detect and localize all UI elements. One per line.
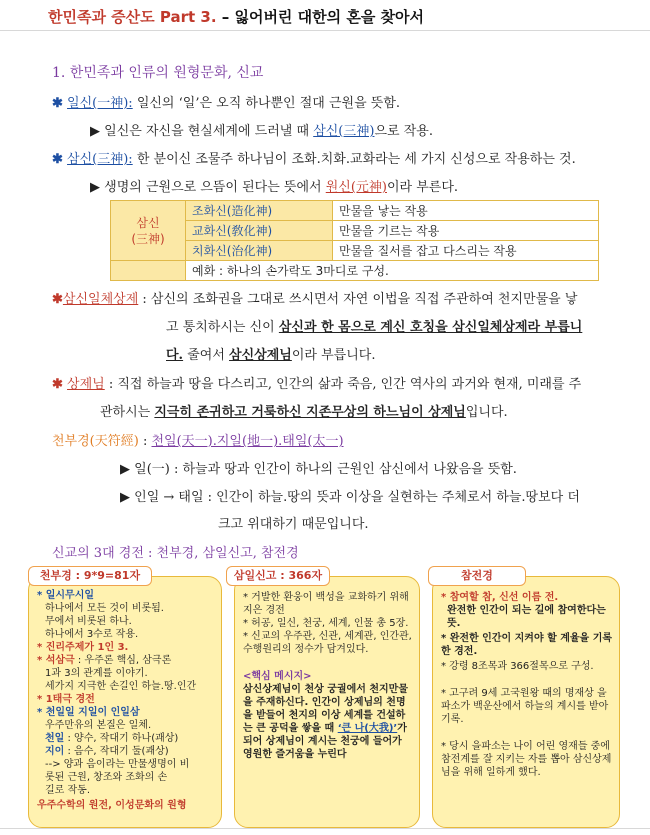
inil-line2: 크고 위대하기 때문입니다. bbox=[218, 517, 369, 532]
ilche-line1-text: : 삼신의 조화권을 그대로 쓰시면서 자연 이법을 직접 주관하여 천지만물을 낳 bbox=[138, 292, 578, 307]
cheonbugyeong-term: 천부경(天符經) bbox=[52, 434, 139, 449]
list-item: * 천일일 지일이 인일삼 bbox=[37, 707, 140, 718]
core-message-pre: 삼신상제님이 천상 궁궐에서 천지만물을 주재하신다. 인간이 상제님의 천명을 받들어 천지의 이상 세계를 건설하는 큰 공덕을 쌓을 때 bbox=[243, 684, 409, 734]
core-message-heading: <핵심 메시지> bbox=[243, 671, 312, 682]
list-item-text: : 양수, 작대기 하나(괘상) bbox=[64, 733, 179, 744]
samsin-label-line2: (三神) bbox=[131, 231, 165, 246]
scriptures-heading: 신교의 3대 경전 : 천부경, 삼일신고, 참전경 bbox=[52, 546, 299, 561]
list-item: * 고구려 9세 고국원왕 때의 명재상 을파소가 백운산에서 하늘의 계시를 받아 기록. bbox=[441, 688, 609, 725]
il-text: 일(一) : 하늘과 땅과 인간이 하나의 근원인 삼신에서 나왔음을 뜻함. bbox=[134, 462, 517, 477]
list-item: * 허공, 일신, 천궁, 세계, 인물 총 5장. bbox=[243, 618, 409, 629]
table-note: 예화 : 하나의 손가락도 3마디로 구성. bbox=[186, 261, 599, 281]
ilsin-sub-pre: 일신은 자신을 현실세계에 드러낼 때 bbox=[104, 124, 314, 139]
list-item: * 1태극 경전 bbox=[37, 694, 95, 705]
sangjenim-line2-pre: 관하시는 bbox=[100, 405, 155, 420]
ilche-line3-bold: 다. bbox=[166, 348, 184, 363]
samsin-link[interactable]: 삼신(三神) bbox=[313, 124, 375, 139]
list-item: 하나에서 모든 것이 비롯됨. bbox=[45, 603, 164, 614]
sangjenim-term-link[interactable]: 상제님 bbox=[67, 377, 105, 392]
title-part: 한민족과 증산도 Part 3. bbox=[48, 8, 217, 26]
il-line bbox=[120, 458, 517, 477]
samsin-sub-pre: 생명의 근원으로 으뜸이 된다는 뜻에서 bbox=[104, 180, 326, 195]
keun-na-link[interactable]: ‘큰 나(大我)’ bbox=[337, 723, 398, 734]
table-cell-desc: 만물을 낳는 작용 bbox=[333, 201, 599, 221]
ilche-line2 bbox=[166, 316, 582, 335]
list-item bbox=[37, 745, 217, 758]
list-item: 완전한 인간이 되는 길에 참여한다는 뜻. bbox=[447, 605, 606, 629]
table-cell-desc: 만물을 기르는 작용 bbox=[333, 221, 599, 241]
footer-divider bbox=[0, 828, 650, 829]
samsin-desc: 한 분이신 조물주 하나님이 조화.치화.교화라는 세 가지 신성으로 작용하는 것. bbox=[132, 152, 576, 167]
samsin-table bbox=[110, 200, 599, 281]
samsin-term-link[interactable]: 삼신(三神): bbox=[67, 152, 133, 167]
list-item: * 거발한 환웅이 백성을 교화하기 위해 지은 경전 bbox=[243, 592, 409, 616]
ilche-line1 bbox=[52, 288, 577, 307]
list-item: 길로 작동. bbox=[45, 785, 90, 796]
ilsin-desc: 일신의 ‘일’은 오직 하나뿐인 절대 근원을 뜻함. bbox=[132, 96, 401, 111]
table-cell-empty bbox=[111, 261, 186, 281]
samilsingo-content bbox=[243, 591, 413, 761]
sangjenim-line2-post: 입니다. bbox=[465, 405, 508, 420]
sangjenim-line2-bold: 지극히 존귀하고 거룩하신 지존무상의 하느님이 상제님 bbox=[154, 405, 466, 420]
arrow-icon: ▶ bbox=[90, 180, 100, 195]
list-item: * 진리주제가 1인 3. bbox=[37, 642, 129, 653]
cheonbugyeong-list bbox=[37, 589, 217, 812]
list-item-label: 천일 bbox=[45, 733, 65, 744]
core-message-post: 가 되어 상제님이 계시는 천궁에 들어가 영원한 즐거움을 누린다 bbox=[243, 723, 407, 760]
ilsin-line bbox=[52, 92, 400, 111]
chamjeongyeong-content bbox=[441, 591, 613, 779]
table-cell-name: 치화신(治化神) bbox=[186, 241, 333, 261]
list-item: * 당시 을파소는 나이 어린 영재들 중에 참전계를 잘 지키는 자를 뽑아 삼신상제님을 위해 일하게 했다. bbox=[441, 741, 612, 778]
list-item: 1과 3의 관계를 이야기. bbox=[45, 668, 148, 679]
section-heading: 1. 한민족과 인류의 원형문화, 신교 bbox=[52, 65, 264, 81]
samsin-sub-post: 이라 부른다. bbox=[387, 180, 459, 195]
list-item: 무에서 비롯된 하나. bbox=[45, 616, 132, 627]
list-item bbox=[37, 732, 217, 745]
ilche-term-link[interactable]: 삼신일체상제 bbox=[62, 292, 139, 307]
list-item-text: : 우주론 핵심, 삼극론 bbox=[74, 655, 172, 666]
ilche-line3-mid: 줄여서 bbox=[183, 348, 230, 363]
samsin-label-cell bbox=[111, 201, 186, 261]
arrow-icon: ▶ bbox=[120, 490, 130, 505]
samsin-sub-line bbox=[90, 176, 458, 195]
samsin-label-line1: 삼신 bbox=[136, 215, 160, 230]
list-item-label: 지이 bbox=[45, 746, 65, 757]
wonsin-link[interactable]: 원신(元神) bbox=[325, 180, 387, 195]
sangjenim-line1-text: : 직접 하늘과 땅을 다스리고, 인간의 삶과 죽음, 인간 역사의 과거와 현재, 미래를 주 bbox=[104, 377, 582, 392]
list-item-text: : 음수, 작대기 둘(괘상) bbox=[64, 746, 169, 757]
star-icon: ✱ bbox=[52, 377, 63, 392]
ilche-line3 bbox=[166, 344, 375, 363]
list-item-head: * 석삼극 bbox=[37, 655, 75, 666]
cheonbugyeong-tab[interactable]: 천부경 : 9*9=81자 bbox=[28, 566, 152, 586]
list-item: 세가지 지극한 손길인 하늘.땅.인간 bbox=[45, 681, 197, 692]
samsin-line bbox=[52, 148, 576, 167]
list-item: 롯된 근원, 창조와 조화의 손 bbox=[45, 772, 168, 783]
table-cell-desc: 만물을 질서를 잡고 다스리는 작용 bbox=[333, 241, 599, 261]
arrow-icon: ▶ bbox=[120, 462, 130, 477]
ilsin-sub-post: 으로 작용. bbox=[374, 124, 433, 139]
samilsingo-box bbox=[234, 576, 420, 828]
sangjenim-line2 bbox=[100, 401, 508, 420]
table-row bbox=[111, 201, 599, 221]
ilche-line3-bold2: 삼신상제님 bbox=[229, 348, 292, 363]
table-row bbox=[111, 261, 599, 281]
ilche-line3-post: 이라 부릅니다. bbox=[291, 348, 376, 363]
chamjeongyeong-box bbox=[432, 576, 620, 828]
list-item bbox=[37, 654, 217, 667]
core-message-text bbox=[243, 683, 413, 761]
cheonbugyeong-box bbox=[28, 576, 222, 828]
cheonil-link[interactable]: 천일(天一).지일(地一).태일(太一) bbox=[151, 434, 344, 449]
ilsin-sub-line bbox=[90, 120, 433, 139]
inil-line1 bbox=[120, 486, 580, 505]
list-item: 우주수학의 원전, 이성문화의 원형 bbox=[37, 800, 187, 811]
ilche-line2-bold: 삼신과 한 몸으로 계신 호칭을 삼신일체상제라 부릅니 bbox=[278, 320, 583, 335]
title-subtitle: – 잃어버린 대한의 혼을 찾아서 bbox=[216, 8, 425, 26]
cheonbugyeong-colon: : bbox=[138, 434, 152, 449]
star-icon: ✱ bbox=[52, 96, 63, 111]
list-item: --> 양과 음이라는 만물생명이 비 bbox=[45, 759, 190, 770]
list-item: * 참여할 참, 신선 이름 전. bbox=[441, 592, 559, 603]
table-cell-name: 교화신(敎化神) bbox=[186, 221, 333, 241]
samilsingo-tab[interactable]: 삼일신고 : 366자 bbox=[226, 566, 330, 586]
inil-text1: 인일 → 태일 : 인간이 하늘.땅의 뜻과 이상을 실현하는 주체로서 하늘.땅보다 더 bbox=[134, 490, 580, 505]
star-icon: ✱ bbox=[52, 292, 63, 307]
table-cell-name: 조화신(造化神) bbox=[186, 201, 333, 221]
list-item: 우주만유의 본질은 일체. bbox=[45, 720, 152, 731]
ilsin-term-link[interactable]: 일신(一神): bbox=[67, 96, 133, 111]
sangjenim-line1 bbox=[52, 373, 581, 392]
ilche-line2-pre: 고 통치하시는 신이 bbox=[166, 320, 279, 335]
header-divider bbox=[0, 30, 650, 31]
page-title bbox=[48, 6, 424, 27]
cheonbugyeong-line bbox=[52, 430, 344, 449]
chamjeongyeong-tab[interactable]: 참전경 bbox=[428, 566, 526, 586]
arrow-icon: ▶ bbox=[90, 124, 100, 139]
star-icon: ✱ bbox=[52, 152, 63, 167]
list-item: * 일시무시일 bbox=[37, 590, 95, 601]
list-item: * 강령 8조목과 366절목으로 구성. bbox=[441, 661, 594, 672]
list-item: * 완전한 인간이 지켜야 할 계율을 기록한 경전. bbox=[441, 633, 613, 657]
list-item: 하나에서 3수로 작용. bbox=[45, 629, 139, 640]
list-item: * 신교의 우주관, 신관, 세계관, 인간관, 수행원리의 정수가 담겨있다. bbox=[243, 631, 412, 655]
